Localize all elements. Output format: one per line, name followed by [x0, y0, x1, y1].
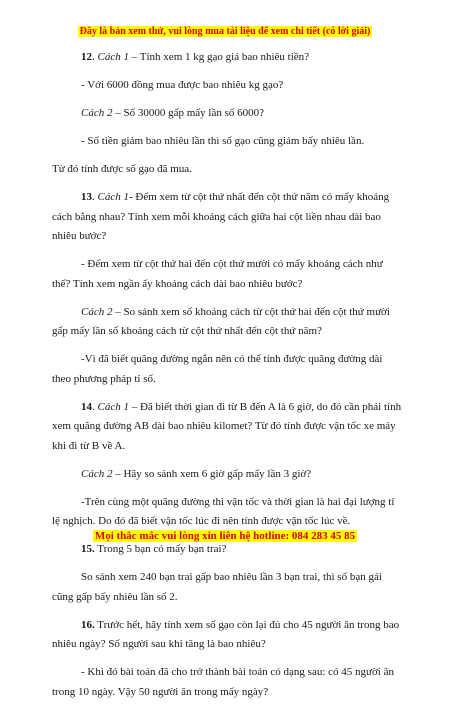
- hotline-footer-text: Mọi thắc mắc vui lòng xin liên hệ hotline: 084 283 45 85: [94, 530, 356, 542]
- q14-method-2: Cách 2: [81, 467, 113, 480]
- q13-line-2: - Đếm xem từ cột thứ hai đến cột thứ mười có mấy khoảng cách như thế? Tính xem ngần ấy khoảng cách dài bao nhiêu bước?: [52, 258, 383, 290]
- q13-line-4: -Vì đã biết quãng đường ngắn nên có thể tính được quãng đường dài theo phương pháp tỉ số.: [52, 353, 383, 385]
- q15-line-2: So sánh xem 240 bạn trai gấp bao nhiêu lần 3 bạn trai, thì số bạn gái cũng gấp bấy nhiêu lần số 2.: [52, 571, 382, 603]
- q15-line-1: [52, 540, 402, 560]
- q12-line-1: 12. Cách 1 – Tính xem 1 kg gạo giá bao nhiêu tiền?: [81, 51, 310, 63]
- preview-banner-text: Đây là bản xem thử, vui lòng mua tài liệu để xem chi tiết (có lời giải): [79, 26, 371, 37]
- preview-banner: [0, 26, 450, 37]
- q14-line-2: [52, 465, 402, 485]
- q12-method-2: Cách 2: [81, 107, 113, 119]
- q15-text-1: Trong 5 bạn có mấy bạn trai?: [94, 543, 227, 555]
- q12-line-2: - Với 6000 đồng mua được bao nhiêu kg gạo?: [81, 79, 284, 91]
- q13-number: 13: [81, 191, 92, 203]
- q13-line-1: 13. Cách 1- Đếm xem từ cột thứ nhất đến cột thứ năm có mấy khoảng cách bằng nhau? Tính xem mỗi khoảng cách giữa hai cột liền nhau dài bao nhiêu bước?: [52, 191, 390, 242]
- q12-number: 12: [81, 51, 92, 63]
- q15-number: 15.: [81, 543, 95, 555]
- q16-line-2: - Khi đó bài toán đã cho trở thành bài toán có dạng sau: có 45 người ăn trong 10 ngày. Vậy 50 người ăn trong mấy ngày?: [52, 666, 394, 698]
- q13-text-1: - Đếm xem từ cột thứ nhất đến cột thứ năm có mấy khoảng cách bằng nhau? Tính xem mỗi khoảng cách giữa hai cột liền nhau dài bao nhiêu bước?: [52, 191, 390, 242]
- q16-number: 16.: [81, 618, 95, 631]
- q13-line-3: [52, 303, 402, 342]
- q14-method-1: Cách 1: [97, 400, 129, 413]
- q16-text-1: Trước hết, hãy tính xem số gạo còn lại đủ cho 45 người ăn trong bao nhiêu ngày? Số người sau khi tăng là bao nhiêu?: [52, 618, 400, 650]
- document-body: [52, 48, 402, 711]
- q13-method-2: Cách 2: [81, 305, 113, 318]
- q12-line-3: [52, 104, 402, 124]
- q12-line-5: Từ đó tính được số gạo đã mua.: [52, 163, 192, 175]
- hotline-footer: [0, 530, 450, 542]
- q12-method-1: Cách 1: [97, 51, 129, 63]
- q14-line-3: -Trên cùng một quãng đường thì vận tốc và thời gian là hai đại lượng tỉ lệ nghịch. Do đó đã biết vận tốc lúc đi nên tính được vận tốc lúc về.: [52, 495, 395, 527]
- q14-text-2: – Hãy so sánh xem 6 giờ gấp mấy lần 3 giờ?: [112, 467, 312, 480]
- q12-line-4: - Số tiền giảm bao nhiêu lần thì số gạo cũng giảm bấy nhiêu lần.: [81, 135, 365, 147]
- q13-method-1: Cách 1: [97, 191, 129, 203]
- q14-text-1: – Đã biết thời gian đi từ B đến A là 6 giờ, do đó cần phải tính xem quãng đường AB dài bao nhiêu kilomet? Từ đó tính được vận tốc xe máy khi đi từ B về A.: [52, 400, 402, 452]
- q12-text-3: – Số 30000 gấp mấy lần số 6000?: [112, 107, 265, 119]
- q14-line-1: 14. Cách 1 – Đã biết thời gian đi từ B đến A là 6 giờ, do đó cần phải tính xem quãng đường AB dài bao nhiêu kilomet? Từ đó tính được vận tốc xe máy khi đi từ B về A.: [52, 400, 402, 452]
- q16-line-1: [52, 616, 402, 655]
- q14-number: 14: [81, 400, 92, 413]
- q12-text-1: – Tính xem 1 kg gạo giá bao nhiêu tiền?: [128, 51, 310, 63]
- q13-text-3: – So sánh xem số khoảng cách từ cột thứ hai đến cột thứ mười gấp mấy lần số khoảng cách từ cột thứ nhất đến cột thứ năm?: [52, 305, 390, 337]
